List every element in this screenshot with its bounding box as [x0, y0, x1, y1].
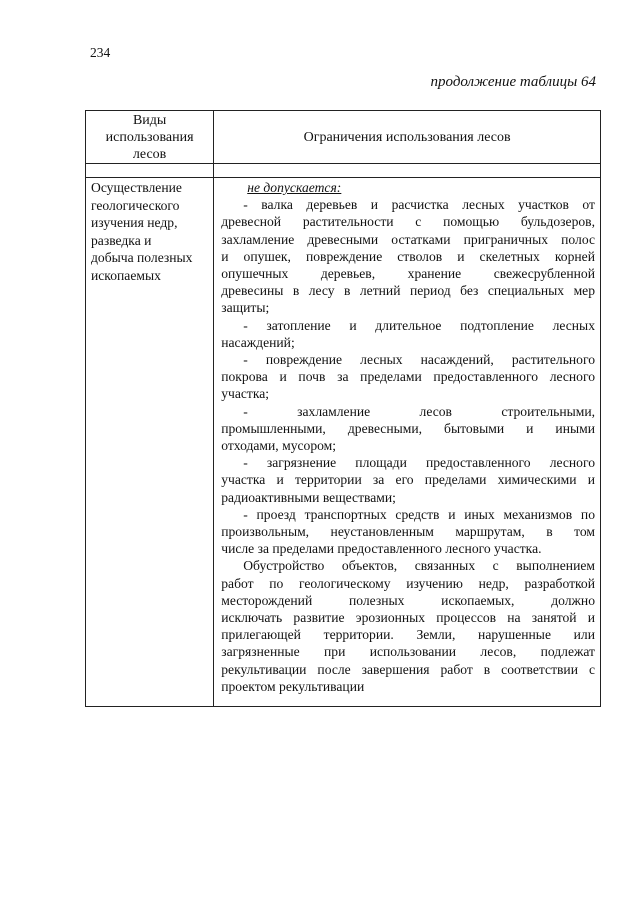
table-continuation-caption: продолжение таблицы 64 — [430, 74, 596, 90]
restriction-line: участка и территории за его пределами химическими и — [221, 472, 595, 488]
restriction-line: покрова и почв за пределами предоставленного лесного — [221, 369, 595, 385]
restriction-line: месторождений полезных ископаемых, должно — [221, 592, 595, 608]
restrictions-cell — [214, 178, 601, 707]
restriction-line: опушечных деревьев, хранение свежесрубленной — [221, 266, 595, 282]
table-header-row — [86, 111, 601, 164]
restriction-line: насаждений; — [221, 334, 295, 350]
spacer-cell — [214, 164, 601, 178]
use-type-line: разведка и — [91, 232, 152, 248]
restriction-intro: не допускается: — [247, 180, 342, 195]
header-use-type-line: лесов — [132, 146, 167, 162]
table-spacer-row — [86, 164, 601, 178]
restriction-line: загрязненные при использовании лесов, подлежат — [221, 644, 595, 660]
restriction-line: древесной растительности с помощью бульдозеров, — [221, 214, 595, 230]
header-use-type — [86, 111, 214, 164]
restriction-line: - валка деревьев и расчистка лесных участков от — [243, 197, 595, 213]
forest-use-restrictions-table — [85, 110, 601, 707]
restriction-line: древесины в лесу в летний период без специальных мер — [221, 283, 595, 299]
restriction-line: прилегающей территории. Земли, нарушенные или — [221, 627, 595, 643]
restriction-line: - захламление лесов строительными, — [243, 403, 595, 419]
header-use-type-line: использования — [105, 129, 194, 145]
restriction-line: числе за пределами предоставленного лесного участка. — [221, 541, 542, 557]
spacer-cell — [86, 164, 214, 178]
restriction-line: проектом рекультивации — [221, 678, 365, 694]
restriction-line: отходами, мусором; — [221, 438, 337, 454]
header-use-type-line: Виды — [132, 112, 167, 128]
restriction-line: участка; — [221, 386, 270, 402]
restriction-line: Обустройство объектов, связанных с выполнением — [243, 558, 595, 574]
restriction-line: произвольным, неустановленным маршрутам, в том — [221, 524, 595, 540]
restriction-line: - загрязнение площади предоставленного лесного — [243, 455, 595, 471]
restriction-line: исключать развитие эрозионных процессов на занятой и — [221, 610, 595, 626]
table-row — [86, 178, 601, 707]
use-type-line: геологического — [91, 197, 180, 213]
restriction-line: радиоактивными веществами; — [221, 489, 396, 505]
use-type-line: изучения недр, — [91, 215, 178, 231]
use-type-line: Осуществление — [91, 180, 182, 195]
page-number: 234 — [90, 45, 111, 60]
restriction-line: - повреждение лесных насаждений, растительного — [243, 352, 595, 368]
restriction-line: рекультивации после завершения работ в соответствии с — [221, 661, 595, 677]
restriction-line: работ по геологическому изучению недр, разработкой — [221, 575, 595, 591]
restriction-line: промышленными, древесными, бытовыми и иными — [221, 420, 595, 436]
header-restrictions: Ограничения использования лесов — [214, 111, 601, 164]
use-type-cell — [86, 178, 214, 707]
restriction-line: и опушек, повреждение стволов и скелетных корней — [221, 248, 595, 264]
use-type-line: добыча полезных — [91, 250, 193, 266]
restriction-line: защиты; — [221, 300, 270, 316]
restriction-line: захламление древесными остатками приграничных полос — [221, 231, 595, 247]
restriction-line: - проезд транспортных средств и иных механизмов по — [243, 506, 595, 522]
restriction-line: - затопление и длительное подтопление лесных — [243, 317, 595, 333]
use-type-line: ископаемых — [91, 267, 161, 283]
